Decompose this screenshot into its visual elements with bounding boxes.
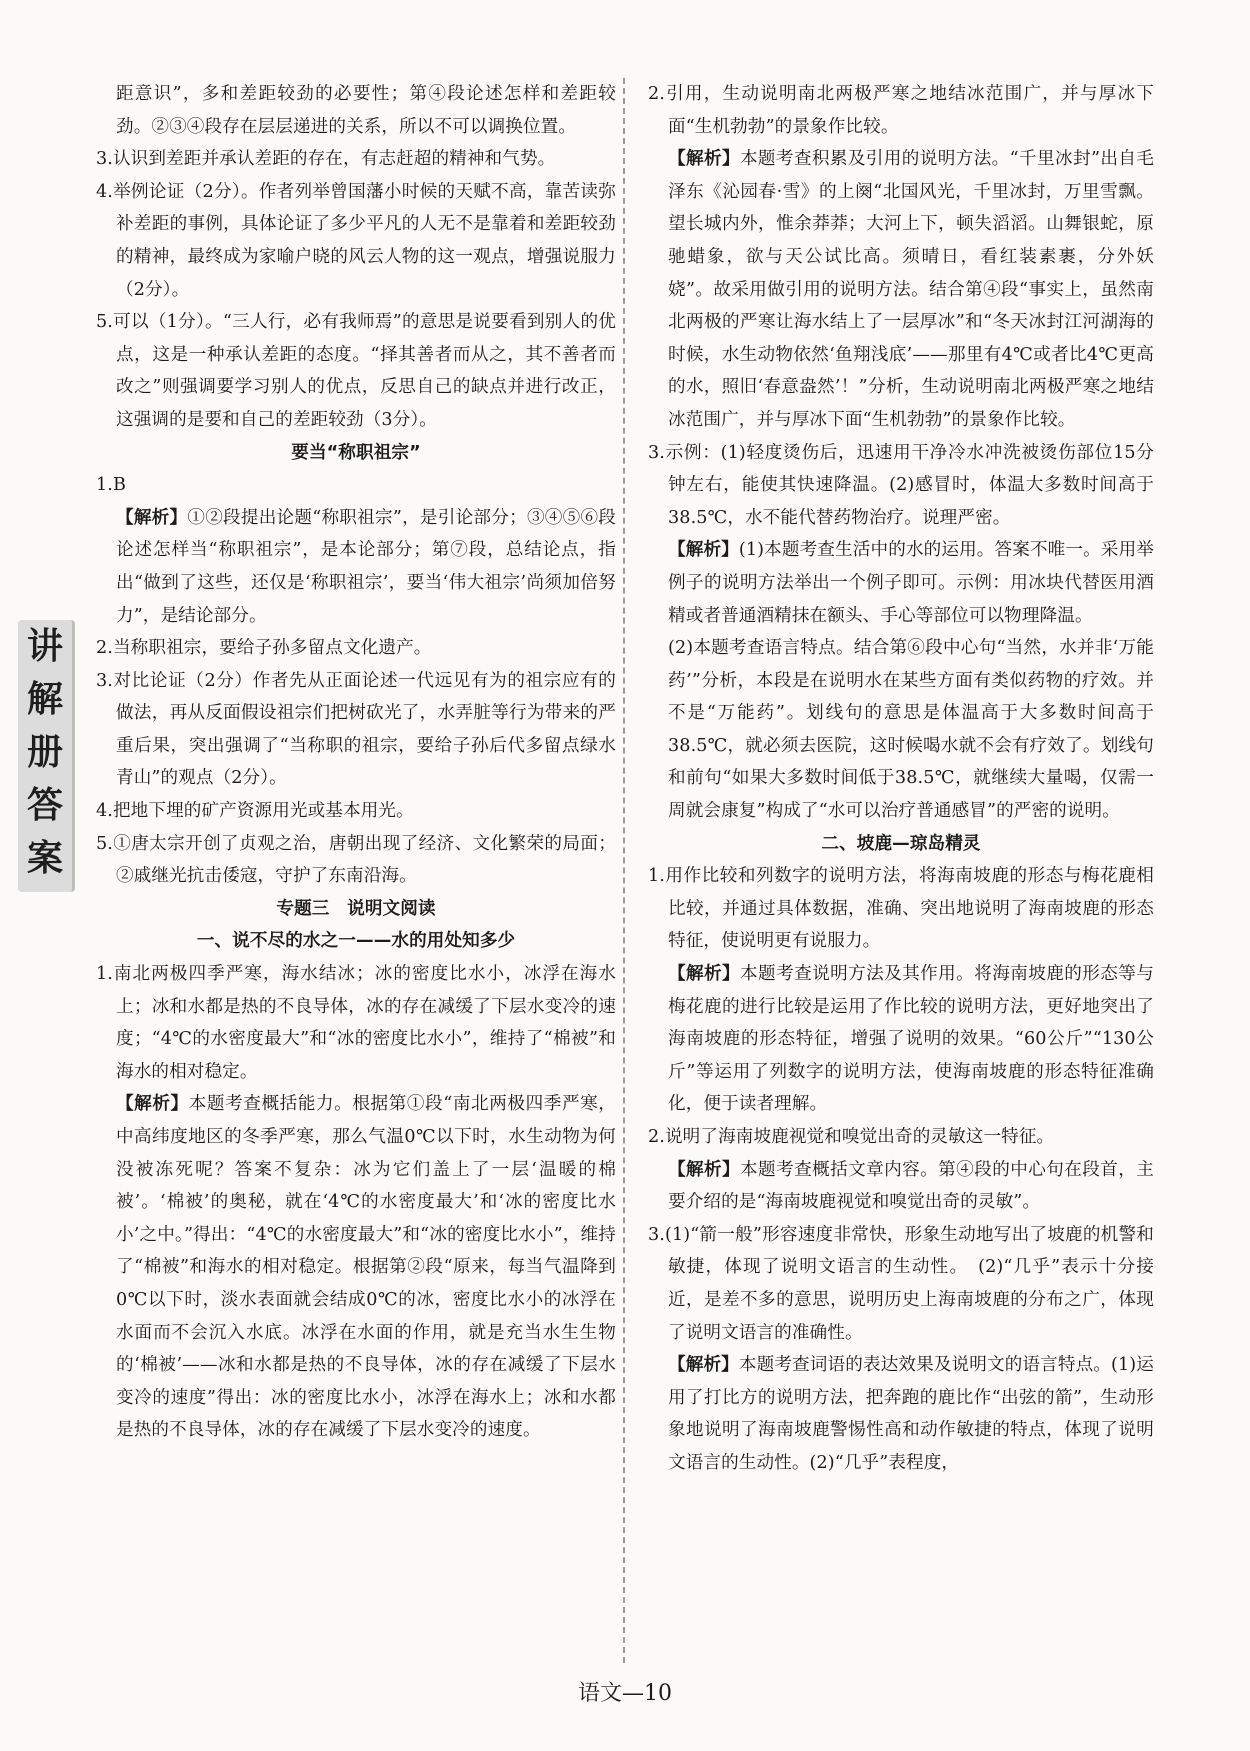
side-tab-char: 讲 <box>26 626 63 667</box>
answer-item-4: 4.举例论证（2分）。作者列举曾国藩小时候的天赋不高，靠苦读弥补差距的事例，具体论证了多少平凡的人无不是靠着和差距较劲的精神，最终成为家喻户晓的风云人物的这一观点，增强说服力（2分）。 <box>96 181 616 300</box>
analysis-text-2: (2)本题考查语言特点。结合第⑥段中心句“当然，水并非‘万能药’”分析，本段是在说明水在某些方面有类似药物的疗效。并不是“万能药”。划线句的意思是体温高于大多数时间高于38.5℃，就必须去医院，这时候喝水就不会有疗效了。划线句和前句“如果大多数时间低于38.5℃，就继续大量喝，仅需一周就会康复”构成了“水可以治疗普通感冒”的严密的说明。 <box>668 638 1154 822</box>
answer-item-1: 1.南北两极四季严寒，海水结冰；冰的密度比水小，冰浮在海水上；冰和水都是热的不良导体，冰的存在减缓了下层水变冷的速度；“4℃的水密度最大”和“冰的密度比水小”，维持了“棉被”和海水的相对稳定。 <box>96 964 616 1082</box>
left-column <box>96 78 616 1447</box>
analysis-block <box>96 502 616 632</box>
right-column <box>648 78 1154 1480</box>
analysis-text: 本题考查说明方法及其作用。将海南坡鹿的形态等与梅花鹿的进行比较是运用了作比较的说明方法，更好地突出了海南坡鹿的形态特征，增强了说明的效果。“60公斤”“130公斤”等运用了列数字的说明方法，使海南坡鹿的形态特征准确化，便于读者理解。 <box>668 964 1154 1115</box>
answer-item-4: 4.把地下埋的矿产资源用光或基本用光。 <box>96 801 414 822</box>
answer-item-3: 3.示例：(1)轻度烫伤后，迅速用干净冷水冲洗被烫伤部位15分钟左右，能使其快速降温。(2)感冒时，体温大多数时间高于38.5℃，水不能代替药物治疗。说理严密。 <box>648 442 1154 528</box>
answer-item-3: 3.(1)“箭一般”形容速度非常快，形象生动地写出了坡鹿的机警和敏捷，体现了说明文语言的生动性。 (2)“几乎”表示十分接近，是差不多的意思，说明历史上海南坡鹿的分布之广，体现了说明文语言的准确性。 <box>648 1224 1154 1343</box>
analysis-tag: 【解析】 <box>668 149 740 170</box>
side-tab-char: 解 <box>26 679 63 720</box>
side-tab-char: 案 <box>26 838 63 879</box>
column-divider <box>623 78 625 1663</box>
topic-heading: 专题三 说明文阅读 <box>276 898 436 919</box>
answer-item-2: 2.当称职祖宗，要给子孙多留点文化遗产。 <box>96 638 432 659</box>
analysis-text: ①②段提出论题“称职祖宗”，是引论部分；③④⑤⑥段论述怎样当“称职祖宗”，是本论部分；第⑦段，总结论点，指出“做到了这些，还仅是‘称职祖宗’，要当‘伟大祖宗’尚须加倍努力”，是结论部分。 <box>116 507 616 626</box>
section-heading-deer: 二、坡鹿—琼岛精灵 <box>821 833 981 854</box>
analysis-block <box>96 1088 616 1447</box>
page-number: 语文—10 <box>578 1681 672 1706</box>
answer-continuation: 距意识”，多和差距较劲的必要性；第④段论述怎样和差距较劲。②③④段存在层层递进的关系，所以不可以调换位置。 <box>116 84 616 137</box>
analysis-text: 本题考查概括文章内容。第④段的中心句在段首，主要介绍的是“海南坡鹿视觉和嗅觉出奇的灵敏”。 <box>668 1159 1154 1213</box>
analysis-tag: 【解析】 <box>116 1094 189 1115</box>
analysis-block <box>648 534 1154 632</box>
analysis-text: (1)本题考查生活中的水的运用。答案不唯一。采用举例子的说明方法举出一个例子即可。示例：用冰块代替医用酒精或者普通酒精抹在额头、手心等部位可以物理降温。 <box>668 540 1154 626</box>
analysis-text: 本题考查概括能力。根据第①段“南北两极四季严寒，中高纬度地区的冬季严寒，那么气温0℃以下时，水生动物为何没被冻死呢？答案不复杂：冰为它们盖上了一层‘温暖的棉被’。‘棉被’的奥秘，就在‘4℃的水密度最大’和‘冰的密度比水小’之中。”得出：“4℃的水密度最大”和“冰的密度比水小”，维持了“棉被”和海水的相对稳定。根据第②段“原来，每当气温降到0℃以下时，淡水表面就会结成0℃的冰，密度比水小的冰浮在水面而不会沉入水底。冰浮在水面的作用，就是充当水生生物的‘棉被’——冰和水都是热的不良导体，冰的存在减缓了下层水变冷的速度”得出：冰的密度比水小，冰浮在海水上；冰和水都是热的不良导体，冰的存在减缓了下层水变冷的速度。 <box>116 1094 616 1441</box>
section-heading-water: 一、说不尽的水之一——水的用处知多少 <box>196 931 516 952</box>
analysis-text: 本题考查词语的表达效果及说明文的语言特点。(1)运用了打比方的说明方法，把奔跑的鹿比作“出弦的箭”，生动形象地说明了海南坡鹿警惕性高和动作敏捷的特点，体现了说明文语言的生动性。(2)“几乎”表程度， <box>668 1355 1154 1473</box>
answer-item-3: 3.认识到差距并承认差距的存在，有志赶超的精神和气势。 <box>96 149 556 170</box>
analysis-tag: 【解析】 <box>668 964 741 985</box>
analysis-block <box>648 143 1154 436</box>
analysis-block <box>648 1154 1154 1219</box>
analysis-text: 本题考查积累及引用的说明方法。“千里冰封”出自毛泽东《沁园春·雪》的上阕“北国风光，千里冰封，万里雪飘。望长城内外，惟余莽莽；大河上下，顿失滔滔。山舞银蛇，原驰蜡象，欲与天公试比高。须晴日，看红装素裹，分外妖娆”。故采用做引用的说明方法。结合第④段“事实上，虽然南北两极的严寒让海水结上了一层厚冰”和“冬天冰封江河湖海的时候，水生动物依然‘鱼翔浅底’——那里有4℃或者比4℃更高的水，照旧‘春意盎然’！”分析，生动说明南北两极严寒之地结冰范围广，并与厚冰下面“生机勃勃”的景象作比较。 <box>668 149 1154 430</box>
answer-item-5: 5.可以（1分）。“三人行，必有我师焉”的意思是说要看到别人的优点，这是一种承认差距的态度。“择其善者而从之，其不善者而改之”则强调要学习别人的优点，反思自己的缺点并进行改正，这强调的是要和自己的差距较劲（3分）。 <box>96 312 616 430</box>
analysis-tag: 【解析】 <box>668 1355 739 1376</box>
answer-item-1: 1.B <box>96 475 127 496</box>
answer-item-3: 3.对比论证（2分）作者先从正面论述一代远见有为的祖宗应有的做法，再从反面假设祖宗们把树砍光了，水弄脏等行为带来的严重后果，突出强调了“当称职的祖宗，要给子孙后代多留点绿水青山”的观点（2分）。 <box>96 670 616 789</box>
side-tab-char: 答 <box>26 785 63 826</box>
analysis-tag: 【解析】 <box>668 540 739 561</box>
answer-item-5: 5.①唐太宗开创了贞观之治，唐朝出现了经济、文化繁荣的局面；②戚继光抗击倭寇，守护了东南沿海。 <box>96 833 616 887</box>
answer-item-2: 2.说明了海南坡鹿视觉和嗅觉出奇的灵敏这一特征。 <box>648 1127 1055 1147</box>
analysis-tag: 【解析】 <box>116 507 188 528</box>
analysis-tag: 【解析】 <box>668 1159 741 1180</box>
analysis-block <box>648 958 1154 1121</box>
answer-item-1: 1.用作比较和列数字的说明方法，将海南坡鹿的形态与梅花鹿相比较，并通过具体数据，准确、突出地说明了海南坡鹿的形态特征，使说明更有说服力。 <box>648 866 1154 952</box>
section-heading-zuzong: 要当“称职祖宗” <box>291 442 421 463</box>
analysis-block <box>648 1349 1154 1479</box>
answer-item-2: 2.引用，生动说明南北两极严寒之地结冰范围广，并与厚冰下面“生机勃勃”的景象作比较。 <box>648 84 1154 137</box>
answer-section-tab <box>18 620 75 892</box>
side-tab-char: 册 <box>26 732 63 773</box>
